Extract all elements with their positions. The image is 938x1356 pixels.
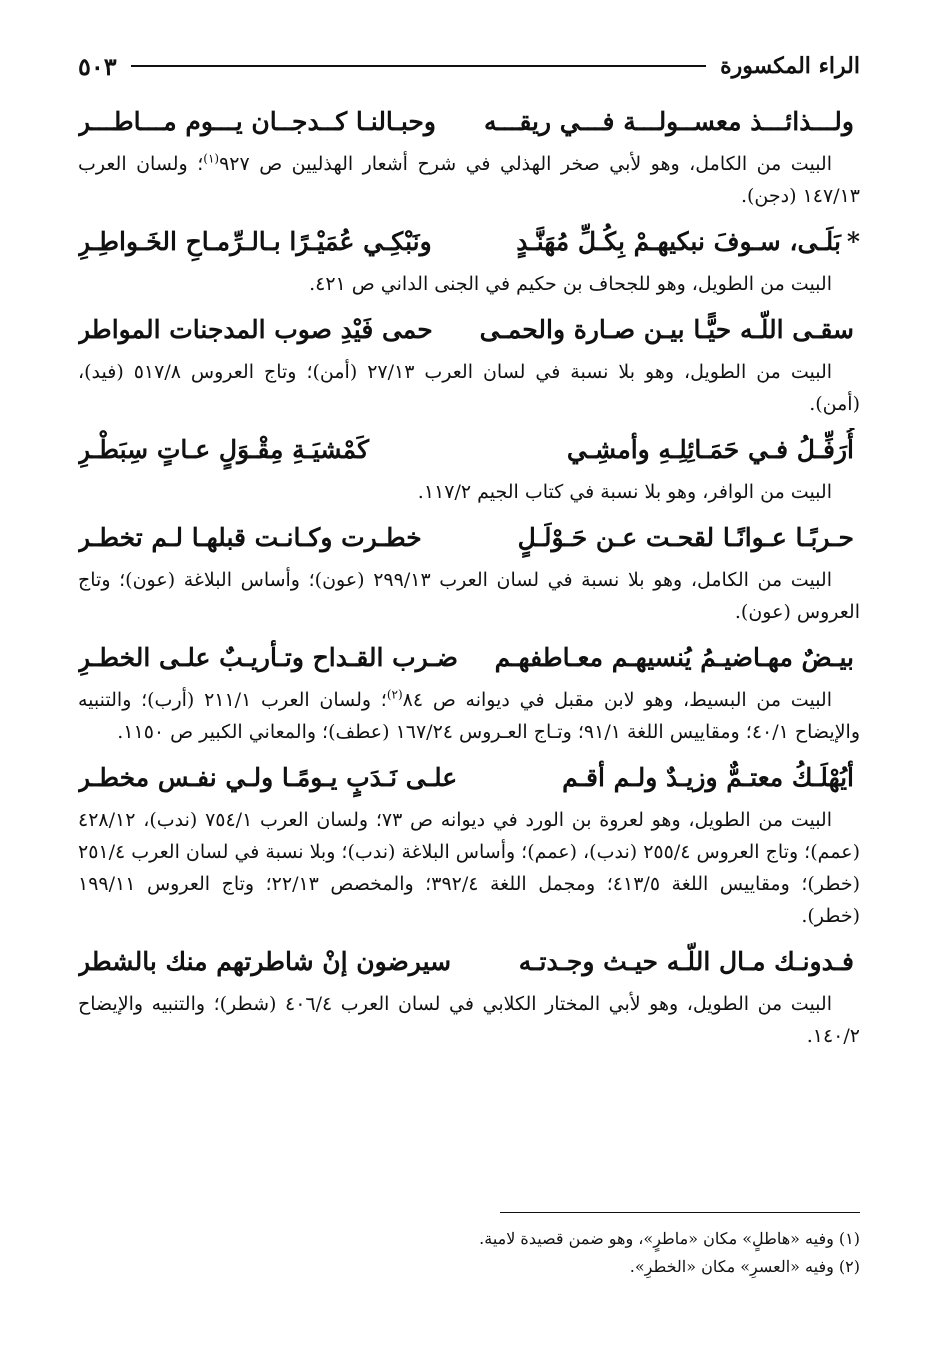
footnote-ref[interactable]: (٢)	[386, 687, 403, 702]
right-hemistich	[480, 308, 860, 354]
note-text-cont: ؛ ولسان العرب ٢١١/١ (أرب)؛ والتنبيه والإيضاح ٤٠/١؛ ومقاييس اللغة ٩١/١؛ وتـاج العـروس ١٦٧/٢٤ (عطف)؛ والمعاني الكبير ص ١١٥٠.	[78, 689, 860, 743]
note-text-cont: ؛ ولسان العرب ١٤٧/١٣ (دجن).	[78, 153, 860, 207]
verse-line	[78, 428, 860, 474]
footnote-ref[interactable]: (١)	[203, 151, 220, 166]
verse-line	[78, 516, 860, 562]
left-hemistich: ونَبْكِـي عُمَيْـرًا بـالـرِّمـاحِ الخَـواطِـرِ	[78, 227, 432, 256]
right-hemistich	[519, 940, 860, 986]
right-hemistich	[518, 516, 860, 562]
note-text: البيت من الطويل، وهو بلا نسبة في لسان العرب ٢٧/١٣ (أمن)؛ وتاج العروس ٥١٧/٨ (فيد)، (أمن).	[78, 361, 860, 415]
note-text: البيت من الكامل، وهو بلا نسبة في لسان العرب ٢٩٩/١٣ (عون)؛ وأساس البلاغة (عون)؛ وتاج العروس (عون).	[78, 569, 860, 623]
verse-entry	[78, 636, 860, 748]
left-hemistich: وحبـالنـا كــدجــان يـــوم مـــاطـــر	[78, 107, 436, 136]
verse-note	[78, 356, 860, 420]
verse-entry	[78, 756, 860, 932]
verse-entry	[78, 100, 860, 212]
note-text: البيت من الوافر، وهو بلا نسبة في كتاب الجيم ١١٧/٢.	[417, 481, 832, 503]
verse-line	[78, 308, 860, 354]
verse-entry	[78, 516, 860, 628]
verse-note	[78, 148, 860, 212]
verse-entry	[78, 940, 860, 1052]
right-hemistich-text: بيـضٌ مهـاضيـمُ يُنسيهـم معـاطفهـم	[494, 643, 854, 672]
verse-line	[78, 940, 860, 986]
header-rule	[131, 65, 706, 67]
verse-entry	[78, 308, 860, 420]
footnotes-section	[100, 1212, 860, 1281]
note-text: البيت من البسيط، وهو لابن مقبل في ديوانه ص ٨٤	[402, 689, 832, 711]
left-hemistich: حمى فَيْدِ صوب المدجنات المواطر	[78, 315, 433, 344]
left-hemistich: علـى نَـدَبٍ يـومًـا ولـي نفـس مخطـر	[78, 763, 458, 792]
right-hemistich-text: سقـى اللّـه حيًّـا بيـن صـارة والحمـى	[479, 315, 854, 344]
footnote-rule	[500, 1212, 860, 1213]
right-hemistich	[484, 100, 860, 146]
right-hemistich-text: أُرَفِّـلُ فـي حَمَـائِلِـهِ وأمشِـي	[566, 435, 854, 464]
verse-note	[78, 564, 860, 628]
verse-entry	[78, 220, 860, 300]
star-marker: *	[846, 227, 860, 256]
right-hemistich	[567, 428, 860, 474]
left-hemistich: كَمْشيَـةِ مِقْـوَلٍ عـاتٍ سِبَطْـرِ	[78, 435, 369, 464]
right-hemistich-text: حـربًـا عـوانًـا لقحـت عـن حَـوْلَـلٍ	[517, 523, 854, 552]
page-header	[78, 46, 860, 86]
verse-line	[78, 220, 860, 266]
verse-note	[78, 268, 860, 300]
verse-line	[78, 100, 860, 146]
right-hemistich-text: أيُهْلَـكُ معتـمٌّ وزيـدٌ ولـم أقـم	[562, 763, 854, 792]
left-hemistich: سيرضون إنْ شاطرتهم منك بالشطر	[78, 947, 452, 976]
footnote-1: (١) وفيه «هاطلٍ» مكان «ماطرٍ»، وهو ضمن قصيدة لامية.	[479, 1229, 860, 1248]
note-text: البيت من الطويل، وهو لعروة بن الورد في ديوانه ص ٧٣؛ ولسان العرب ٧٥٤/١ (ندب)، ٤٢٨/١٢ (عمم)؛ وتاج العروس ٢٥٥/٤ (ندب)، (عمم)؛ وأساس البلاغة (ندب)؛ وبلا نسبة في لسان العرب ٢٥١/٤ (خطر)؛ ومقاييس اللغة ٤١٣/٥؛ ومجمل اللغة ٣٩٢/٤؛ والمخصص ٢٢/١٣؛ وتاج العروس ١٩٩/١١ (خطر).	[78, 809, 860, 927]
right-hemistich-text: ولـــذائـــذ معســولـــة فـــي ريقـــه	[483, 107, 854, 136]
verse-note	[78, 684, 860, 748]
right-hemistich-text: فـدونـك مـال اللّـه حيـث وجـدتـه	[518, 947, 854, 976]
verse-line	[78, 756, 860, 802]
page-body	[78, 100, 860, 1060]
right-hemistich	[562, 756, 860, 802]
right-hemistich	[495, 636, 860, 682]
right-hemistich-text: بَلَـى، سـوفَ نبكيهـمْ بِكُـلِّ مُهَنَّـدٍ	[516, 227, 841, 256]
verse-line	[78, 636, 860, 682]
note-text: البيت من الطويل، وهو للجحاف بن حكيم في الجنى الداني ص ٤٢١.	[309, 273, 832, 295]
verse-note	[78, 988, 860, 1052]
left-hemistich: ضـرب القـداح وتـأريـبٌ علـى الخطـرِ	[78, 643, 458, 672]
left-hemistich: خطـرت وكـانـت قبلهـا لـم تخطـر	[78, 523, 422, 552]
footnote-2: (٢) وفيه «العسرِ» مكان «الخطرِ».	[629, 1257, 860, 1276]
verse-note	[78, 804, 860, 932]
verse-note	[78, 476, 860, 508]
running-title: الراء المكسورة	[720, 53, 860, 79]
page-number: ٥٠٣	[78, 51, 117, 81]
verse-entry	[78, 428, 860, 508]
note-text: البيت من الطويل، وهو لأبي المختار الكلابي في لسان العرب ٤٠٦/٤ (شطر)؛ والتنبيه والإيضاح ١٤٠/٢.	[78, 993, 860, 1047]
note-text: البيت من الكامل، وهو لأبي صخر الهذلي في شرح أشعار الهذليين ص ٩٢٧	[219, 153, 832, 175]
right-hemistich	[516, 220, 860, 266]
